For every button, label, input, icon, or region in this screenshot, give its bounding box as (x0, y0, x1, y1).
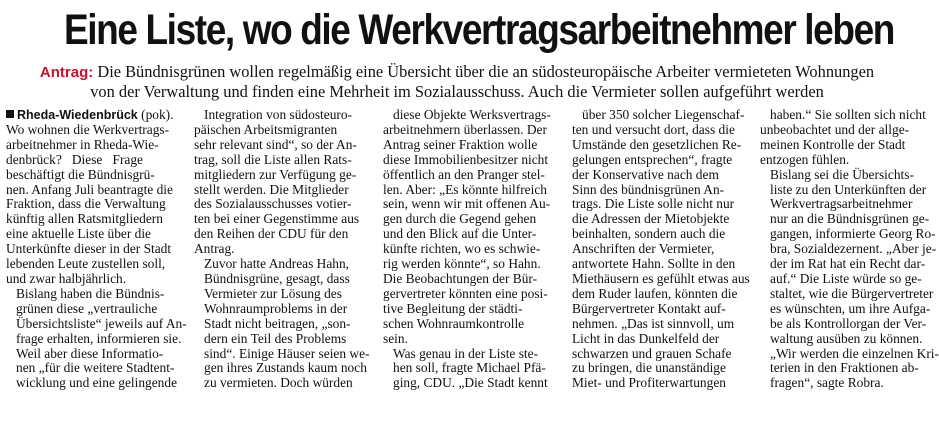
dateline-place: Rheda-Wiedenbrück (17, 108, 138, 122)
text-line: len. Aber: „Es könnte hilfreich (383, 181, 547, 197)
text-line: den Reihen der CDU für den (194, 226, 349, 242)
article-column-5 (760, 107, 939, 391)
text-line: und den Blick auf die Unter- (383, 226, 537, 242)
paragraph (194, 256, 370, 391)
text-line: „Wir werden die einzelnen Kri- (770, 345, 939, 361)
text-line: der Konservative nach dem (572, 166, 719, 182)
article-body (6, 107, 939, 424)
text-line: diese Immobilienbesitzer nicht (383, 151, 549, 167)
text-line: ten und versucht dort, dass die (572, 121, 735, 137)
text-line: gelungen entsprechen“, fragte (572, 151, 733, 167)
text-line: nur an die Bündnisgrünen ge- (770, 211, 930, 227)
article-column-3 (383, 107, 551, 391)
text-line: bra, Sozialdezernent. „Aber je- (770, 241, 937, 257)
text-line: arbeitnehmern überlassen. Der (383, 121, 547, 137)
text-line: Antrag. (194, 241, 235, 257)
text-line: päischen Arbeitsmigranten (194, 121, 338, 137)
text-line: der im Rat hat ein Recht dar- (770, 256, 926, 272)
text-line: Sinn des bündnisgrünen An- (572, 181, 725, 197)
subhead-line-1: Die Bündnisgrünen wollen regelmäßig eine Übersicht über die an südosteuropäische Arbeiter vermieteten Wohnungen (97, 62, 875, 81)
text-line: beschäftigt die Bündnisgrü- (6, 166, 155, 182)
paragraph (383, 107, 551, 347)
text-line: trags. Die Liste solle nicht nur (572, 196, 735, 212)
text-line: die Adressen der Mietobjekte (572, 211, 730, 227)
article-column-1 (6, 107, 187, 391)
text-line: Umstände den gesetzlichen Re- (572, 136, 742, 152)
text-line: frage erhalten, informieren sie. (16, 330, 182, 346)
article-column-4 (572, 107, 750, 391)
text-line: Bündnisgrüne, gesagt, dass (204, 270, 350, 286)
text-line: nen. Anfang Juli beantragte die (6, 181, 173, 197)
text-line: waltung ausüben zu können. (770, 330, 923, 346)
subhead-kicker: Antrag: (39, 64, 94, 81)
text-line: diese Objekte Werksvertrags- (393, 107, 551, 122)
text-line: wicklung und eine gelingende (16, 375, 178, 391)
paragraph (760, 107, 926, 168)
text-line: entzogen fühlen. (760, 151, 850, 167)
text-line: auf.“ Die Liste würde so ge- (770, 270, 922, 286)
text-line: öffentlich an den Pranger stel- (383, 166, 545, 182)
subhead-line-2: von der Verwaltung und finden eine Mehrheit im Sozialausschuss. Auch die Vermieter sollen aufgeführt werden (90, 82, 824, 101)
text-line: gen ihres Zustands kaum noch (204, 360, 367, 376)
text-line: trag, soll die Liste allen Rats- (194, 151, 352, 167)
text-line: Stadt nicht beitragen, „son- (204, 315, 351, 331)
text-line: Fraktion, dass die Verwaltung (6, 196, 166, 212)
text-line: stellt werden. Die Mitglieder (194, 181, 349, 197)
text-line: nen „für die weitere Stadtent- (16, 360, 175, 376)
text-line: Anschriften der Vermieter, (572, 241, 715, 257)
text-line: Werkvertragsarbeitnehmer (770, 196, 913, 212)
text-line: künftig allen Ratsmitgliedern (6, 211, 163, 227)
text-line: nehmen. „Das ist sinnvoll, um (572, 315, 735, 331)
text-line: des Sozialausschusses votier- (194, 196, 352, 212)
text-line: sein. (383, 330, 408, 346)
text-line: gervertreter könnten eine posi- (383, 285, 548, 301)
text-line: haben.“ Sie sollten sich nicht (770, 107, 926, 122)
square-bullet-icon (6, 110, 14, 118)
paragraph (383, 345, 548, 392)
text-line: tive Begleitung der städti- (383, 300, 523, 316)
article-column-2 (194, 107, 370, 391)
text-line: Weil aber diese Informatio- (16, 345, 164, 361)
text-line: gangen, informierte Georg Ro- (770, 226, 936, 242)
text-line: antwortete Hahn. Sollte in den (572, 256, 736, 272)
text-line: Bürgervertreter Kontakt auf- (572, 300, 726, 316)
paragraph (6, 121, 173, 287)
text-line: Übersichtsliste“ jeweils auf An- (16, 315, 187, 331)
text-line: Unterkünfte dieser in der Stadt (6, 241, 172, 257)
text-line: sind“. Einige Häuser seien we- (204, 345, 370, 361)
text-line: denbrück? Diese Frage (6, 151, 143, 167)
text-line: ging, CDU. „Die Stadt kennt (393, 375, 548, 391)
text-line: gen durch die Gegend gehen (383, 211, 537, 227)
text-line: lebenden Leute zustellen soll, (6, 256, 166, 272)
text-line: über 350 solcher Liegenschaf- (582, 107, 745, 122)
text-line: hen soll, fragte Michael Pfä- (393, 360, 546, 376)
subheadline (8, 62, 906, 101)
text-line: arbeitnehmer in Rheda-Wie- (6, 136, 159, 152)
text-line: eine aktuelle Liste über die (6, 226, 152, 242)
text-line: liste zu den Unterkünften der (770, 181, 927, 197)
text-line: staltet, wie die Bürgervertreter (770, 285, 934, 301)
text-line: Wohnraumproblems in der (204, 300, 348, 316)
dateline (6, 107, 174, 123)
text-line: zu bringen, die unanständige (572, 360, 726, 376)
text-line: fragen“, sagte Robra. (770, 375, 884, 391)
text-line: Bislang haben die Bündnis- (16, 285, 165, 301)
text-line: dern ein Teil des Problems (204, 330, 347, 346)
text-line: und zwar halbjährlich. (6, 270, 127, 286)
text-line: beinhalten, sondern auch die (572, 226, 726, 242)
text-line: unbeobachtet und der allge- (760, 121, 910, 137)
text-line: Wo wohnen die Werkvertrags- (6, 121, 170, 137)
text-line: Miethäusern es gefühlt etwas aus (572, 270, 750, 286)
text-line: ten bei einer Gegenstimme aus (194, 211, 360, 227)
text-line: Licht in das Dunkelfeld der (572, 330, 720, 346)
paragraph (6, 285, 187, 391)
text-line: Miet- und Profiterwartungen (572, 375, 726, 391)
text-line: dem Ruder laufen, könnten die (572, 285, 738, 301)
text-line: meinen Kontrolle der Stadt (760, 136, 906, 152)
paragraph (194, 107, 360, 257)
text-line: Vermieter zur Lösung des (204, 285, 342, 301)
text-line: es wünschten, um ihre Aufga- (770, 300, 931, 316)
text-line: sehr relevant sind“, so der An- (194, 136, 357, 152)
text-line: künfte richten, wo es schwie- (383, 241, 541, 257)
text-line: grünen diese „vertrauliche (16, 300, 158, 316)
text-line: Integration von südosteuro- (204, 107, 353, 122)
text-line: Die Beobachtungen der Bür- (383, 270, 538, 286)
text-line: Was genau in der Liste ste- (393, 345, 539, 361)
text-line: rig werden könnte“, so Hahn. (383, 256, 541, 272)
paragraph (760, 166, 939, 392)
text-line: Bislang sei die Übersichts- (770, 166, 914, 182)
text-line: Zuvor hatte Andreas Hahn, (204, 256, 350, 272)
text-line: zu vermieten. Doch würden (204, 375, 353, 391)
text-line: mitgliedern zur Verfügung ge- (194, 166, 357, 182)
headline: Eine Liste, wo die Werkvertragsarbeitnehmer leben (63, 6, 894, 54)
text-line: be als Kontrollorgan der Ver- (770, 315, 927, 331)
text-line: schwarzen und grauen Schafe (572, 345, 732, 361)
text-line: sein, wenn wir mit offenen Au- (383, 196, 551, 212)
text-line: terien in den Fraktionen ab- (770, 360, 919, 376)
text-line: Antrag seiner Fraktion wolle (383, 136, 538, 152)
paragraph (572, 107, 750, 391)
dateline-author: (pok). (141, 107, 174, 122)
text-line: schen Wohnraumkontrolle (383, 315, 525, 331)
